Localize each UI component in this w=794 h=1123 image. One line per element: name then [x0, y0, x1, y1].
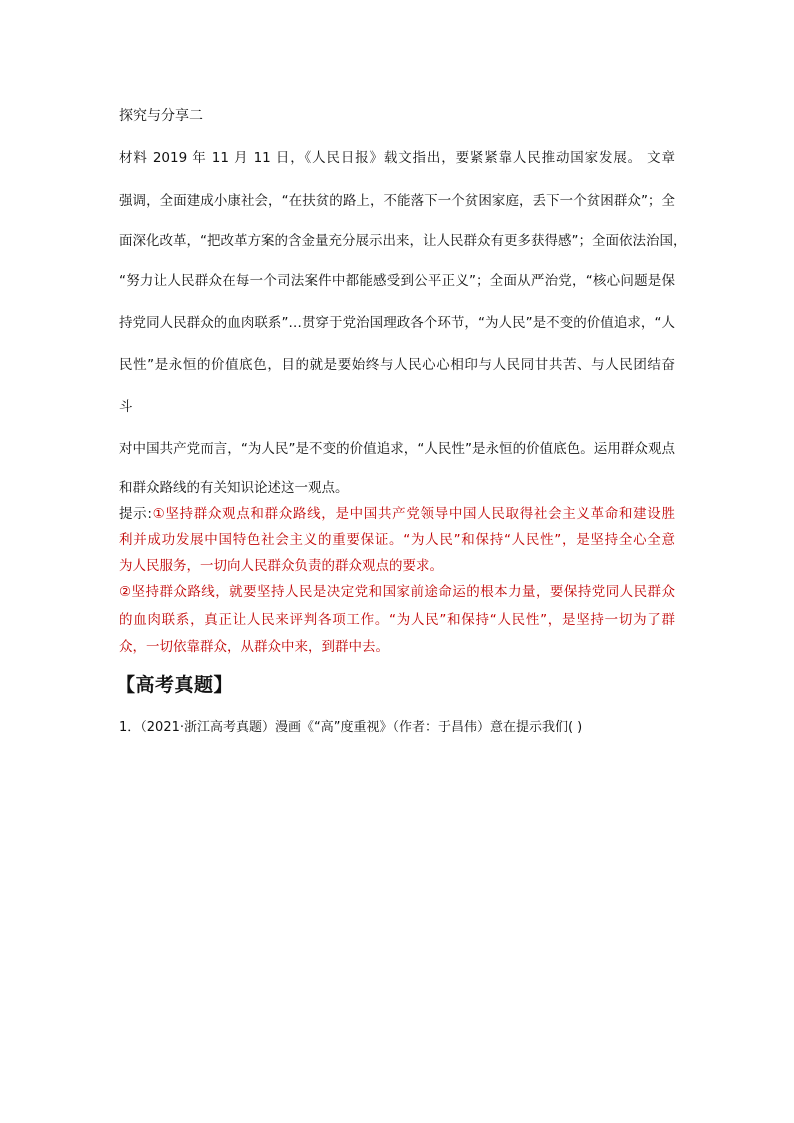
material-line-5: 持党同人民群众的血肉联系”…贯穿于党治国理政各个环节，“为人民”是不变的价值追求，“人	[119, 315, 675, 331]
exam-section-heading: 【高考真题】	[116, 674, 234, 696]
material-line-6: 民性”是永恒的价值底色，目的就是要始终与人民心心相印与人民同甘共苦、与人民团结奋	[119, 357, 675, 373]
hint-line-6: 众，一切依靠群众，从群众中来，到群中去。	[119, 639, 389, 655]
hint-prefix: 提示:	[119, 506, 152, 522]
material-line-7: 斗	[119, 399, 133, 415]
exam-question-1: 1．（2021·浙江高考真题）漫画《“高”度重视》（作者：于昌伟）意在提示我们( )	[119, 720, 583, 735]
material-line-4: “努力让人民群众在每一个司法案件中都能感受到公平正义”；全面从严治党，“核心问题是保	[119, 273, 675, 289]
question-line-2: 和群众路线的有关知识论述这一观点。	[119, 480, 349, 496]
hint-text-1: ①坚持群众观点和群众路线，是中国共产党领导中国人民取得社会主义革命和建设胜	[151, 506, 675, 522]
section-title: 探究与分享二	[119, 108, 203, 124]
material-line-3: 面深化改革，“把改革方案的含金量充分展示出来，让人民群众有更多获得感”；全面依法治国，	[119, 233, 687, 249]
hint-line-2: 利并成功发展中国特色社会主义的重要保证。“为人民”和保持“人民性”，是坚持全心全意	[119, 532, 675, 548]
hint-line-4: ②坚持群众路线，就要坚持人民是决定党和国家前途命运的根本力量，要保持党同人民群众	[119, 584, 675, 600]
hint-line-5: 的血肉联系，真正让人民来评判各项工作。“为人民”和保持“人民性”，是坚持一切为了群	[119, 612, 675, 628]
hint-line-1	[119, 504, 675, 524]
material-line-2: 强调，全面建成小康社会，“在扶贫的路上，不能落下一个贫困家庭，丢下一个贫困群众”；全	[119, 193, 675, 209]
question-line-1: 对中国共产党而言，“为人民”是不变的价值追求，“人民性”是永恒的价值底色。运用群众观点	[119, 441, 675, 457]
hint-line-3: 为人民服务，一切向人民群众负责的群众观点的要求。	[119, 558, 443, 574]
material-line-1: 材料 2019 年 11 月 11 日，《人民日报》载文指出，要紧紧靠人民推动国家发展。 文章	[119, 150, 675, 166]
